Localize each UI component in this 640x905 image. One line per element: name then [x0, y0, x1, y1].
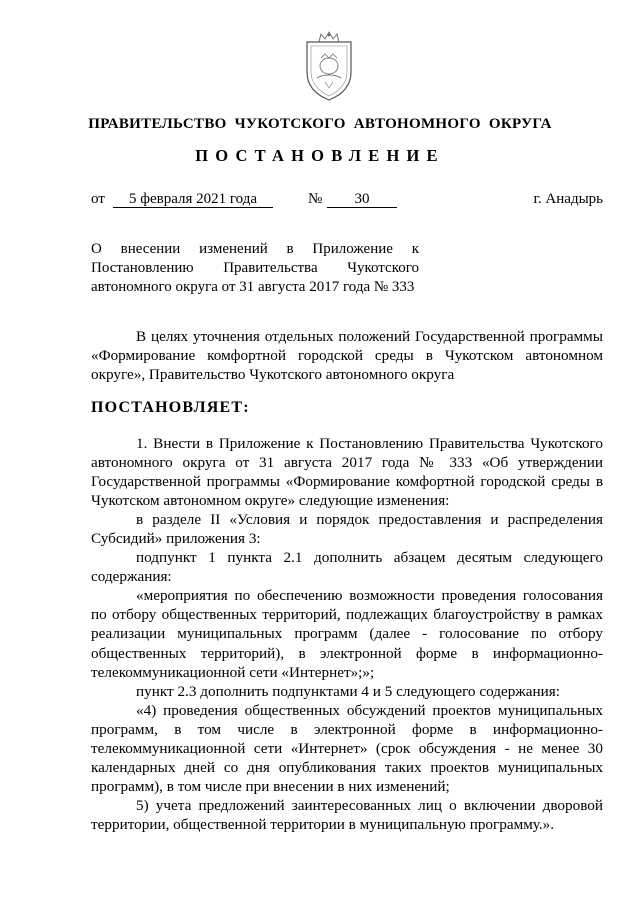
text-line: территории, общественной территории в муниципальную программу.». — [91, 815, 555, 833]
text-line: телекоммуникационной сети «Интернет» (срок обсуждения - не менее 30 — [91, 739, 603, 757]
document-city: г. Анадырь — [533, 191, 603, 207]
document-number: 30 — [327, 191, 397, 208]
text-line: автономного округа от 31 августа 2017 года № 333 «Об утверждении — [91, 454, 603, 472]
text-line: программ), в том числе при внесении в них изменений; — [91, 777, 450, 795]
text-line: 1. Внести в Приложение к Постановлению Правительства Чукотского — [136, 435, 603, 452]
resolution-body — [91, 434, 603, 834]
text-line: округе», Правительство Чукотского автономного округа — [91, 366, 455, 384]
subject-line: автономного округа от 31 августа 2017 года № 333 — [91, 279, 415, 295]
text-line: программ, в том числе в электронной форме в информационно- — [91, 720, 603, 738]
text-line: общественных территорий), в электронной форме в информационно- — [91, 644, 603, 662]
text-line: календарных дней со дня опубликования таких проектов муниципальных — [91, 758, 603, 776]
text-line: реализации муниципальных программ (далее - голосование по отбору — [91, 625, 603, 643]
text-line: Субсидий» приложения 3: — [91, 530, 261, 548]
document-date: 5 февраля 2021 года — [113, 191, 273, 208]
text-line: по отбору общественных территорий, подлежащих благоустройству в рамках — [91, 606, 603, 624]
text-line: Государственной программы «Формирование комфортной городской среды в — [91, 473, 603, 491]
number-sign: № — [308, 191, 323, 207]
text-line: подпункт 1 пункта 2.1 дополнить абзацем десятым следующего — [136, 549, 603, 567]
text-line: «Формирование комфортной городской среды в Чукотском автономном — [91, 347, 603, 365]
text-line: в разделе II «Условия и порядок предоставления и распределения — [136, 511, 603, 529]
text-line: пункт 2.3 дополнить подпунктами 4 и 5 следующего содержания: — [136, 682, 560, 700]
coat-of-arms-icon — [301, 30, 357, 104]
subject-line: Постановлению Правительства Чукотского — [91, 260, 419, 276]
text-line: телекоммуникационной сети «Интернет»;»; — [91, 663, 375, 681]
subject-line: О внесении изменений в Приложение к — [91, 241, 419, 257]
document-type: ПОСТАНОВЛЕНИЕ — [195, 146, 445, 165]
text-line: В целях уточнения отдельных положений Государственной программы — [136, 328, 603, 345]
resolves-heading: ПОСТАНОВЛЯЕТ: — [91, 399, 250, 416]
document-subject — [91, 240, 419, 297]
preamble-paragraph — [91, 327, 603, 385]
text-line: 5) учета предложений заинтересованных лиц о включении дворовой — [136, 796, 603, 814]
text-line: Чукотском автономном округе» следующие изменения: — [91, 492, 450, 510]
text-line: содержания: — [91, 568, 172, 586]
text-line: «мероприятия по обеспечению возможности проведения голосования — [136, 587, 603, 605]
government-title: ПРАВИТЕЛЬСТВО ЧУКОТСКОГО АВТОНОМНОГО ОКРУГА — [88, 116, 552, 132]
document-meta — [91, 191, 603, 211]
date-prefix: от — [91, 191, 105, 207]
text-line: «4) проведения общественных обсуждений проектов муниципальных — [136, 701, 603, 719]
